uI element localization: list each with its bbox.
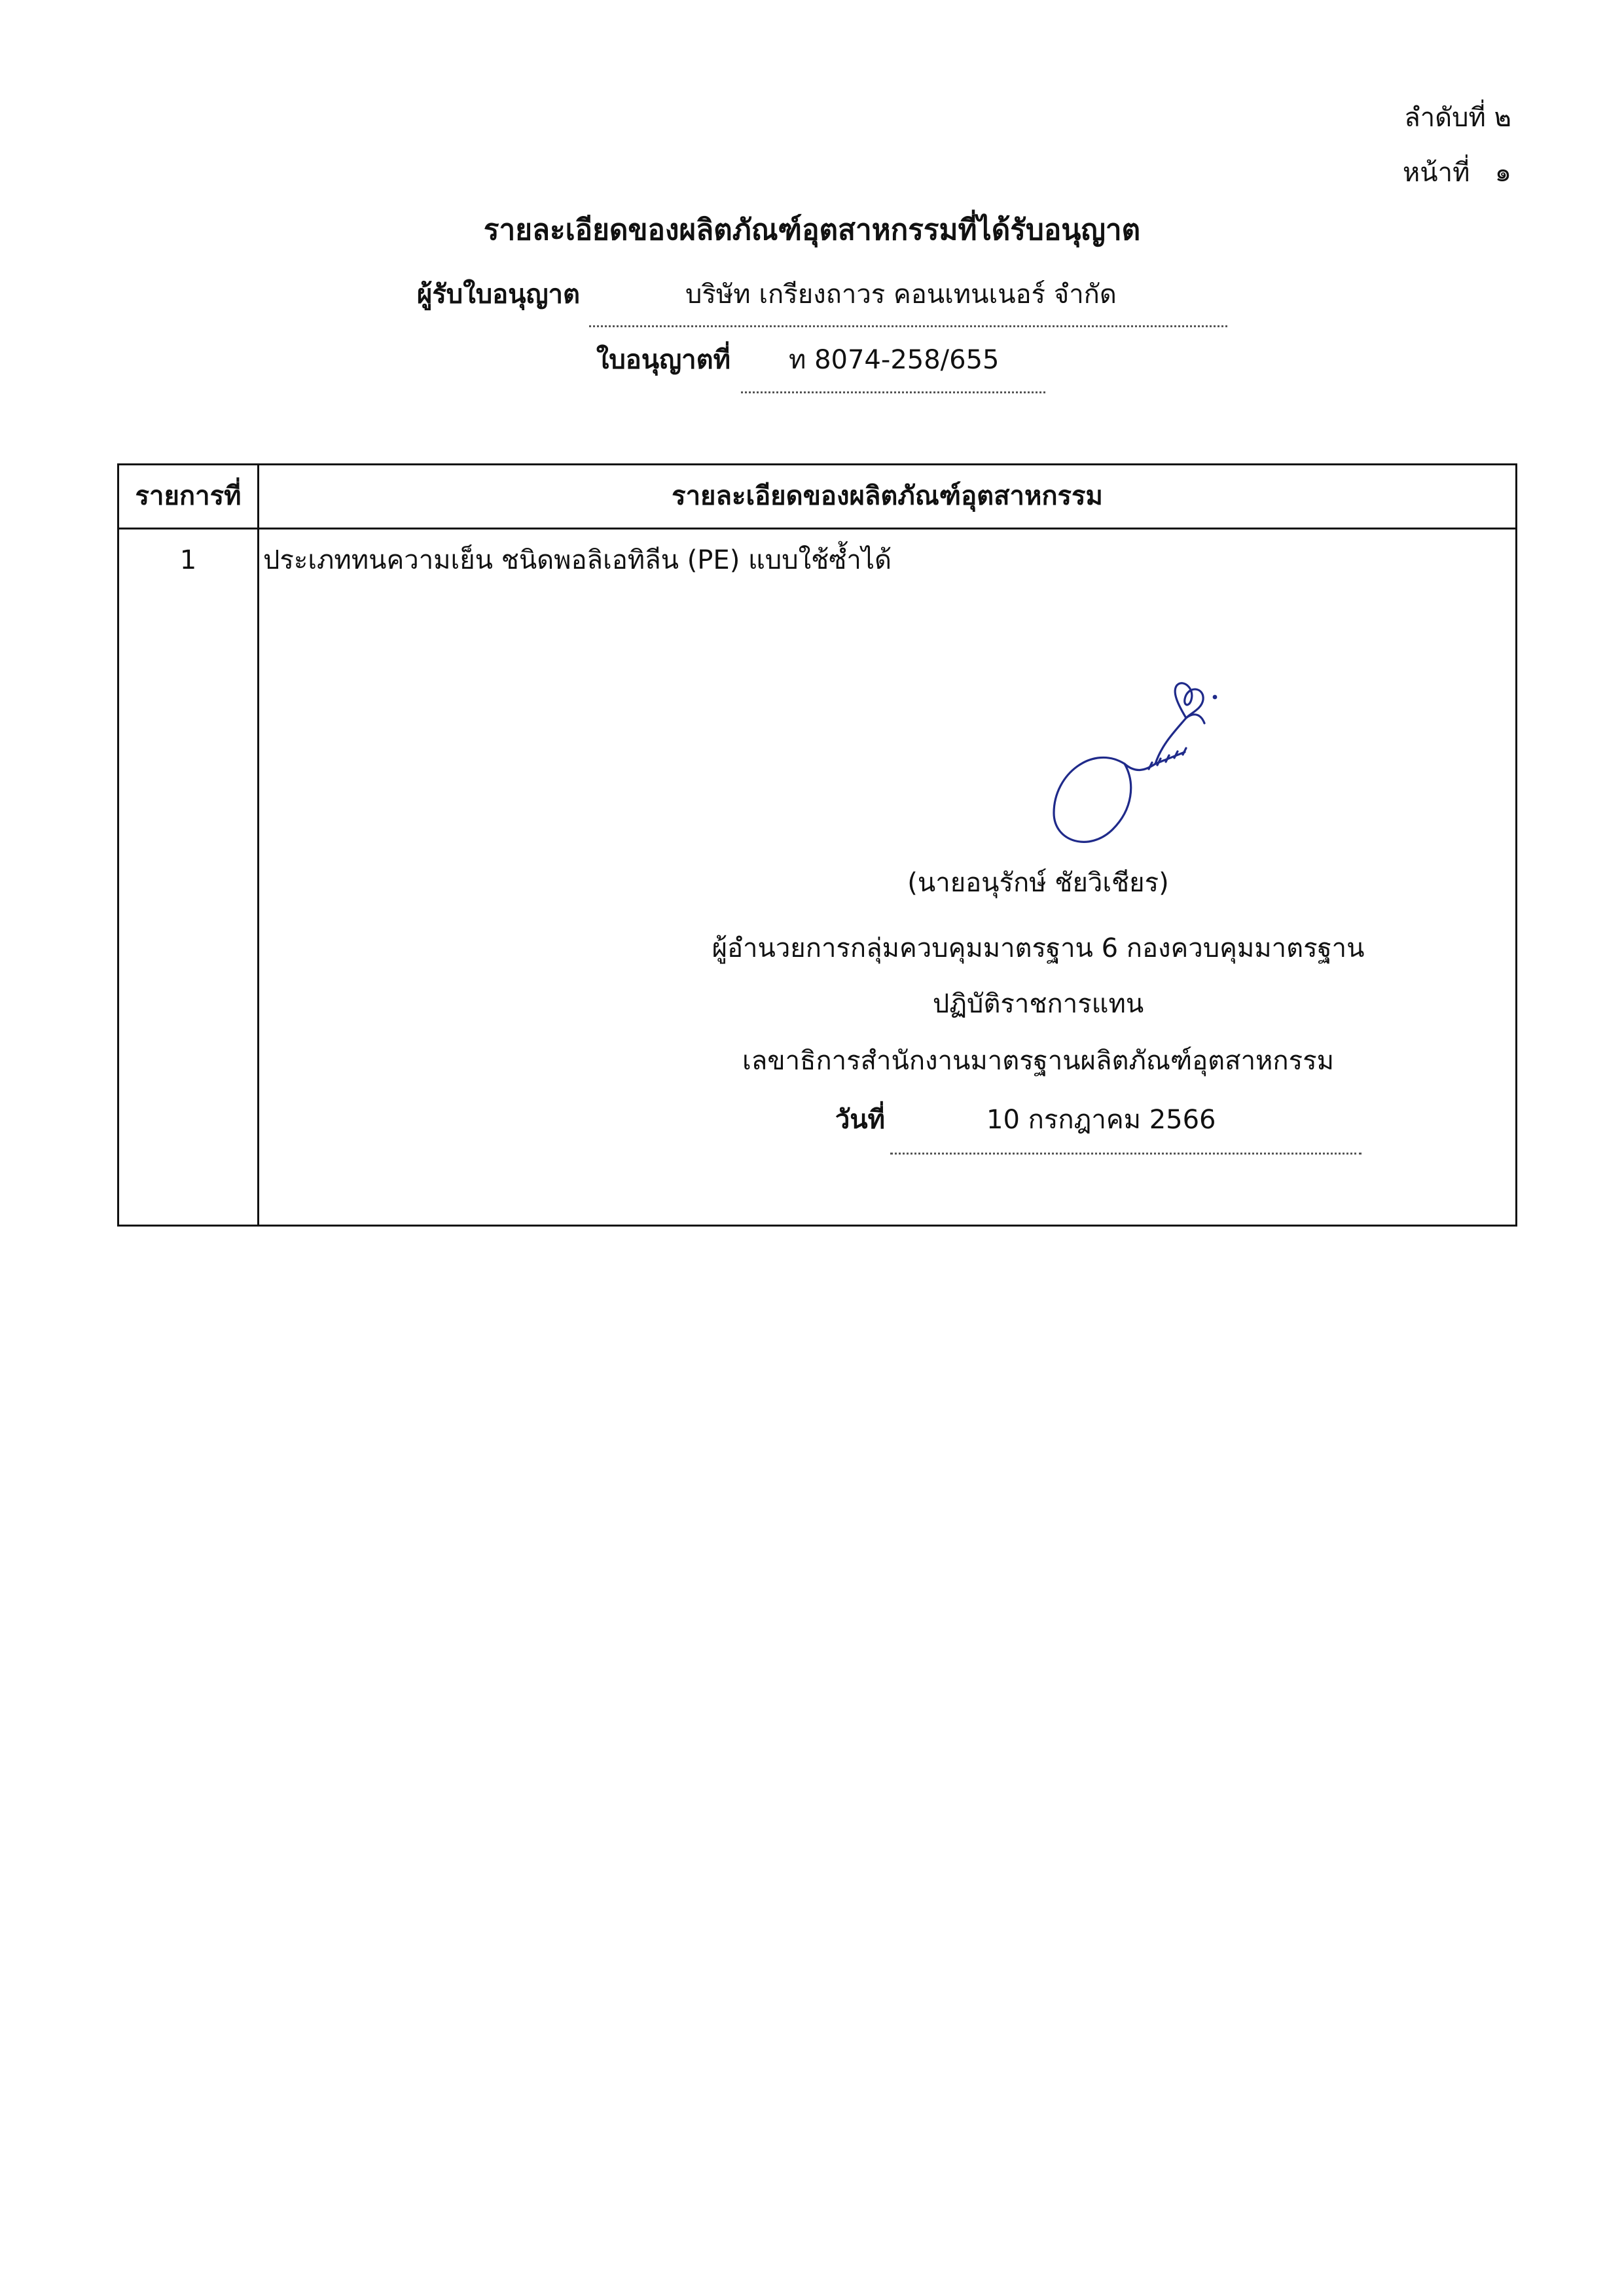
signature-date-dotted-line [890, 1153, 1362, 1155]
signatory-position-line-1: ผู้อำนวยการกลุ่มควบคุมมาตรฐาน 6 กองควบคุมมาตรฐาน [712, 933, 1365, 963]
licensee-label: ผู้รับใบอนุญาต [416, 279, 580, 310]
signature-date-label: วันที่ [835, 1105, 885, 1135]
license-number-value: ท 8074-258/655 [789, 345, 1000, 375]
table-row-product-detail: ประเภททนความเย็น ชนิดพอลิเอทิลีน (PE) แบบใช้ซ้ำได้ [263, 545, 892, 575]
table-header-item-number: รายการที่ [135, 481, 242, 511]
signature-date-value: 10 กรกฎาคม 2566 [986, 1105, 1216, 1135]
table-column-divider [257, 465, 259, 1225]
product-details-table [117, 463, 1517, 1227]
table-row-item-number: 1 [179, 545, 197, 575]
table-header-divider [119, 528, 1515, 529]
page-number: หน้าที่ ๑ [1402, 158, 1511, 188]
sequence-number: ลำดับที่ ๒ [1404, 103, 1511, 133]
licensee-dotted-line [589, 325, 1227, 327]
signatory-name: (นายอนุรักษ์ ชัยวิเชียร) [907, 868, 1169, 898]
license-number-label: ใบอนุญาตที่ [596, 345, 731, 375]
signatory-position-line-2: ปฏิบัติราชการแทน [932, 989, 1144, 1019]
licensee-value: บริษัท เกรียงถาวร คอนเทนเนอร์ จำกัด [685, 279, 1117, 310]
signatory-position-line-3: เลขาธิการสำนักงานมาตรฐานผลิตภัณฑ์อุตสาหกรรม [742, 1046, 1334, 1076]
document-title: รายละเอียดของผลิตภัณฑ์อุตสาหกรรมที่ได้รับอนุญาต [483, 213, 1141, 247]
license-number-dotted-line [741, 391, 1045, 393]
handwritten-signature [1015, 666, 1290, 862]
table-header-product-details: รายละเอียดของผลิตภัณฑ์อุตสาหกรรม [672, 481, 1103, 511]
